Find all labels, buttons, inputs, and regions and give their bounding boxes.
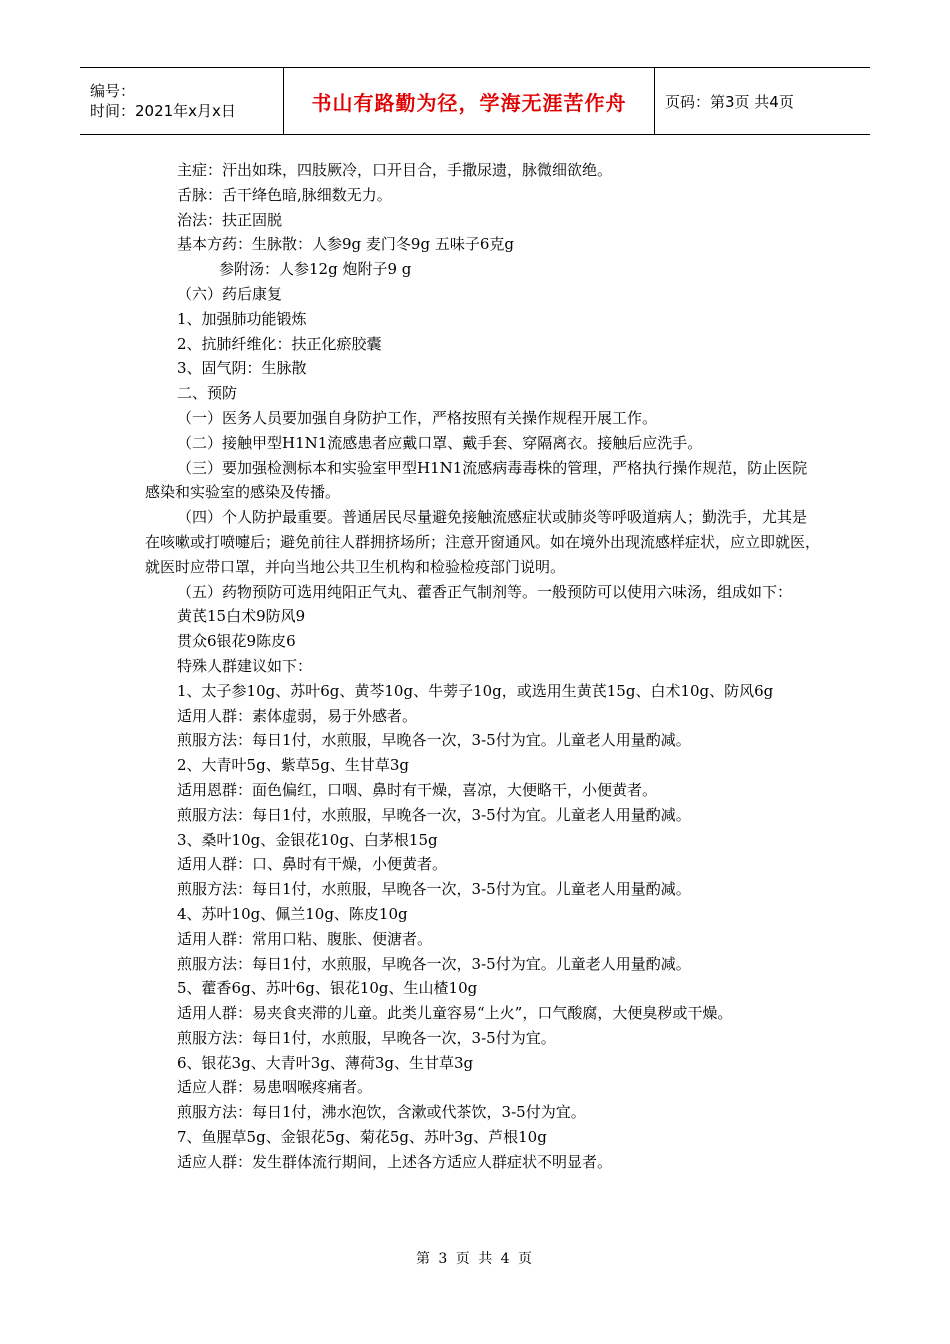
paragraph: 基本方药：生脉散：人参9g 麦门冬9g 五味子6克g [177, 235, 514, 254]
paragraph: 3、桑叶10g、金银花10g、白茅根15g [177, 830, 438, 849]
paragraph: 适用人群：易夹食夹滞的儿童。此类儿童容易“上火”，口气酸腐，大便臭秽或干燥。 [177, 1004, 733, 1023]
header-page-info-cell [655, 68, 870, 134]
paragraph: 特殊人群建议如下： [177, 656, 313, 675]
header-meta [80, 68, 283, 134]
header-page-info: 页码：第3页 共4页 [665, 92, 794, 111]
paragraph: 贯众6银花9陈皮6 [177, 632, 296, 651]
paragraph: 适应人群：易患咽喉疼痛者。 [177, 1078, 373, 1097]
paragraph: （三）要加强检测标本和实验室甲型H1N1流感病毒毒株的管理，严格执行操作规范，防止医院感染和实验室的感染及传播。 [145, 458, 808, 502]
paragraph: （六）药后康复 [177, 284, 283, 303]
paragraph: 参附汤：人参12g 炮附子9 g [219, 260, 412, 279]
page-footer: 第 3 页 共 4 页 [415, 1251, 535, 1267]
paragraph: 煎服方法：每日1付，沸水泡饮，含漱或代茶饮，3-5付为宜。 [177, 1103, 586, 1122]
paragraph: 7、鱼腥草5g、金银花5g、菊花5g、苏叶3g、芦根10g [177, 1128, 547, 1147]
paragraph: 煎服方法：每日1付，水煎服，早晚各一次，3-5付为宜。儿童老人用量酌减。 [177, 954, 691, 973]
paragraph: 1、太子参10g、苏叶6g、黄芩10g、牛蒡子10g，或选用生黄芪15g、白术10g、防风6g [177, 681, 774, 700]
page-header [80, 67, 870, 135]
paragraph: 4、苏叶10g、佩兰10g、陈皮10g [177, 904, 408, 923]
paragraph: 2、抗肺纤维化：扶正化瘀胶囊 [177, 334, 382, 353]
paragraph: 煎服方法：每日1付，水煎服，早晚各一次，3-5付为宜。儿童老人用量酌减。 [177, 880, 691, 899]
paragraph: 煎服方法：每日1付，水煎服，早晚各一次，3-5付为宜。儿童老人用量酌减。 [177, 805, 691, 824]
section-heading: 二、预防 [177, 384, 238, 403]
paragraph: （一）医务人员要加强自身防护工作，严格按照有关操作规程开展工作。 [177, 408, 658, 427]
paragraph: 适用恩群：面色偏红，口咽、鼻时有干燥，喜凉，大便略干，小便黄者。 [177, 780, 658, 799]
paragraph: （五）药物预防可选用纯阳正气丸、藿香正气制剂等。一般预防可以使用六味汤，组成如下： [177, 582, 793, 601]
paragraph: 适用人群：素体虚弱，易于外感者。 [177, 706, 418, 725]
paragraph: （四）个人防护最重要。普通居民尽量避免接触流感症状或肺炎等呼吸道病人；勤洗手，尤其是在咳嗽或打喷嚏后；避免前往人群拥挤场所；注意开窗通风。如在境外出现流感样症状，应立即就医，就医时应带口罩，并向当地公共卫生机构和检验检疫部门说明。 [145, 508, 821, 576]
document-number-label: 编号： [90, 82, 136, 100]
paragraph: 适用人群：常用口粘、腹胀、便溏者。 [177, 929, 433, 948]
paragraph: 5、藿香6g、苏叶6g、银花10g、生山楂10g [177, 979, 478, 998]
paragraph: 6、银花3g、大青叶3g、薄荷3g、生甘草3g [177, 1053, 474, 1072]
paragraph: 煎服方法：每日1付，水煎服，早晚各一次，3-5付为宜。 [177, 1028, 556, 1047]
paragraph: 主症：汗出如珠，四肢厥冷，口开目合，手撒尿遗，脉微细欲绝。 [177, 161, 613, 179]
header-motto: 书山有路勤为径，学海无涯苦作舟 [311, 90, 627, 115]
paragraph: 适用人群：口、鼻时有干燥，小便黄者。 [177, 855, 448, 874]
document-body [145, 158, 820, 1175]
paragraph: 2、大青叶5g、紫草5g、生甘草3g [177, 756, 409, 775]
paragraph: 黄芪15白术9防风9 [177, 607, 306, 626]
paragraph: 适应人群：发生群体流行期间，上述各方适应人群症状不明显者。 [177, 1152, 613, 1171]
paragraph: 煎服方法：每日1付，水煎服，早晚各一次，3-5付为宜。儿童老人用量酌减。 [177, 731, 691, 750]
paragraph: 3、固气阴：生脉散 [177, 359, 307, 378]
paragraph: 治法：扶正固脱 [177, 210, 283, 229]
paragraph: 1、加强肺功能锻炼 [177, 309, 307, 328]
paragraph: 舌脉：舌干绛色暗,脉细数无力。 [177, 185, 392, 204]
paragraph: （二）接触甲型H1N1流感患者应戴口罩、戴手套、穿隔离衣。接触后应洗手。 [177, 433, 703, 452]
document-date: 时间：2021年x月x日 [90, 102, 236, 120]
header-motto-cell [283, 68, 655, 134]
